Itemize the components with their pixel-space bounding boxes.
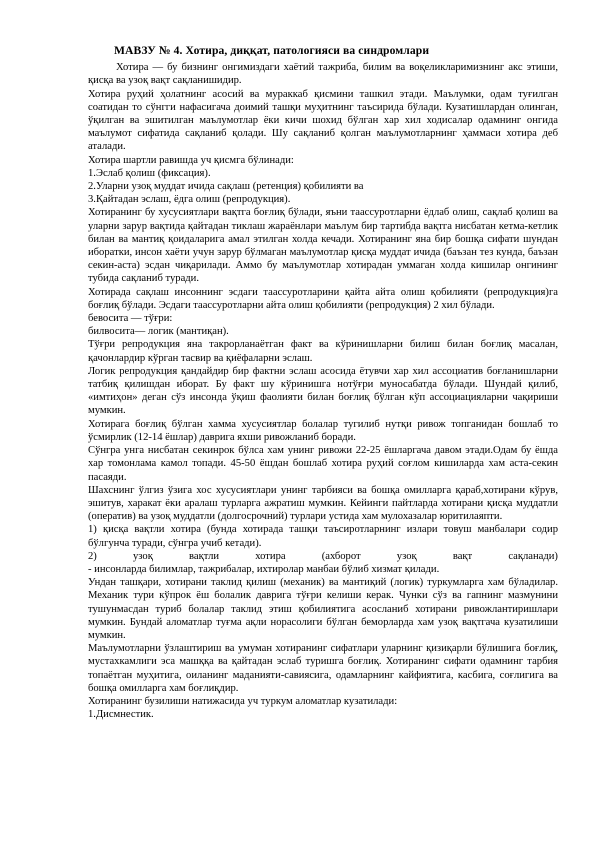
list-word: (ахборот <box>321 550 361 562</box>
list-word: узоқ <box>396 550 417 562</box>
paragraph: Хотирага боғлиқ бўлган хамма хусусиятлар болалар тугилиб нутқи ривож топганидан бошлаб то ўсмирлик (12-14 ёшлар) даврига яхши ривожланиб боради. <box>88 418 558 443</box>
list-word: 2) <box>88 550 97 562</box>
paragraph: Хотира — бу бизнинг онгимиздаги хаётий тажриба, билим ва воқеликларимизнинг акс этиши, қисқа ва узоқ вақт сақланишидир. <box>88 62 558 87</box>
list-word: сақланади) <box>508 550 558 562</box>
paragraph: Хотиранинг бу хусусиятлари вақтга боғлиқ бўлади, яъни таассуротларни ёдлаб олиш, сақлаб қолиш ва уларни зарур вақтида қайтадан тиклаш жараёнлари маълум бир тартибда вақтга нисбатан кетма-кетлик билан ва мантиқ қоидаларига амал этилган холда кечади. Хотиранинг яна бир бошқа сифати шундан иборатки, инсон хаёти учун зарур бўлмаган маълумотлар қисқа муддат ичида (баъзан тез кунда, баъзан секин-аста) эсдан чиқарилади. Аммо бу маълумотлар хотирадан уммаган холда кишилар онгининг тубида сақланиб туради. <box>88 207 558 285</box>
list-item: 1.Дисмнестик. <box>88 709 154 721</box>
document-page <box>88 44 558 721</box>
list-item: 3.Қайтадан эслаш, ёдга олиш (репродукция). <box>88 194 291 206</box>
paragraph: Хотира руҳий ҳолатнинг асосий ва мураккаб қисмини ташкил этади. Маълумки, одам туғилган соатидан то сўнгги нафасигача доимий ташқи муҳитнинг таъсирида бўлади. Кузатишлардан олинган, ўқилган ва эшитилган маълумотлар ёки кичи шохид бўлган хар хил ходисалар одамнинг онгида маълумот сифатида сақланиб қолади. Шу сақланиб қолган маълумотларнинг ҳаммаси хотира деб аталади. <box>88 88 558 153</box>
list-word: узоқ <box>132 550 153 562</box>
paragraph: Маълумотларни ўзлаштириш ва умуман хотиранинг сифатлари уларнинг қизиқарли бўлишига боғлиқ, мустахкамлиги эса машққа ва қайтадан эслаб туришга боғлиқ. Хотиранинг сифати одамнинг тарбия топаётган муҳитига, оиланинг маданияти-савиясига, одамларнинг кайфиятига, касбига, соғлигига ва бошқа омилларга хам боғлиқдир. <box>88 643 558 694</box>
list-item: 1.Эслаб қолиш (фиксация). <box>88 167 211 179</box>
paragraph: - инсонларда билимлар, тажрибалар, ихтиролар манбаи бўлиб хизмат қилади. <box>88 563 440 575</box>
paragraph: Хотира шартли равишда уч қисмга бўлинади: <box>88 154 294 166</box>
paragraph: Шахснинг ўлгиз ўзига хос хусусиятлари унинг тарбияси ва бошқа омилларга қараб,хотирани кўрув, эшитув, харакат ёки аралаш турларга ажратиш мумкин. Кейинги пайтларда хотирани қисқа муддатли (оператив) ва узоқ муддатли (долгосрочний) турлари устида хам мулохазалар юритилаяпти. <box>88 484 558 523</box>
list-word: хотира <box>255 550 286 562</box>
paragraph: Хотирада сақлаш инсоннинг эсдаги таассуротларини қайта айта олиш қобилияти (репродукция)га боғлиқ бўлади. Эсдаги таассуротларни айта олиш қобилияти (репродукция) 2 хил бўлади. <box>88 286 558 311</box>
list-item: билвосита— логик (мантиқан). <box>88 326 229 338</box>
paragraph: Ундан ташқари, хотирани таклид қилиш (механик) ва мантиқий (логик) туркумларга хам бўладилар. Механик тури кўпрок ёш болалик даврига тўғри келиши керак. Чунки сўз ва гапнинг мазмунини тушунмасдан туриб болалар таклид этиш қобилиятига асосланиб хотирани ривожлантиришлари мумкин. Бундай аломатлар туғма ақли норасолиги бўлган беморларда хам узоқ вақтгача кузатилиши мумкин. <box>88 577 558 641</box>
list-word: вақтли <box>189 550 220 562</box>
paragraph: Хотиранинг бузилиши натижасида уч туркум аломатлар кузатилади: <box>88 695 398 707</box>
list-item-short-term: 1) қисқа вақтли хотира (бунда хотирада ташқи таъсиротларнинг излари товуш манбалари содир бўлгунча туради, сўнгра учиб кетади). <box>88 524 558 549</box>
paragraph: Тўғри репродукция яна такрорланаётган факт ва кўринишларни билиш билан боғлиқ масалан, қачонлардир кўрган тасвир ва қиёфаларни эслаш. <box>88 339 558 364</box>
list-item: бевосита — тўғри: <box>88 313 173 325</box>
list-word: вақт <box>452 550 473 562</box>
list-item-long-term <box>88 550 558 563</box>
document-title: МАВЗУ № 4. Хотира, диққат, патологияси ва синдромлари <box>114 44 430 57</box>
list-item: 2.Уларни узоқ муддат ичида сақлаш (ретенция) қобилияти ва <box>88 181 364 193</box>
paragraph: Сўнгра унга нисбатан секинрок бўлса хам унинг ривожи 22-25 ёшларгача давом этади.Одам бу ёшда хар томонлама камол топади. 45-50 ёшдан бошлаб хотира руҳий соғлом кишиларда хам аста-секин пасаяди. <box>88 445 558 483</box>
paragraph: Логик репродукция қандайдир бир фактни эслаш асосида ётувчи хар хил ассоциатив боғланишларни татбиқ қилишдан иборат. Бу факт шу кўринишга нотўғри муносабатда бўлади. Шундай қилиб, «имтиҳон» деган сўз инсонда ўқиш фаолияти билан боғлиқ бўлган кўп ассоциацияларни чақириши мумкин. <box>88 365 558 417</box>
